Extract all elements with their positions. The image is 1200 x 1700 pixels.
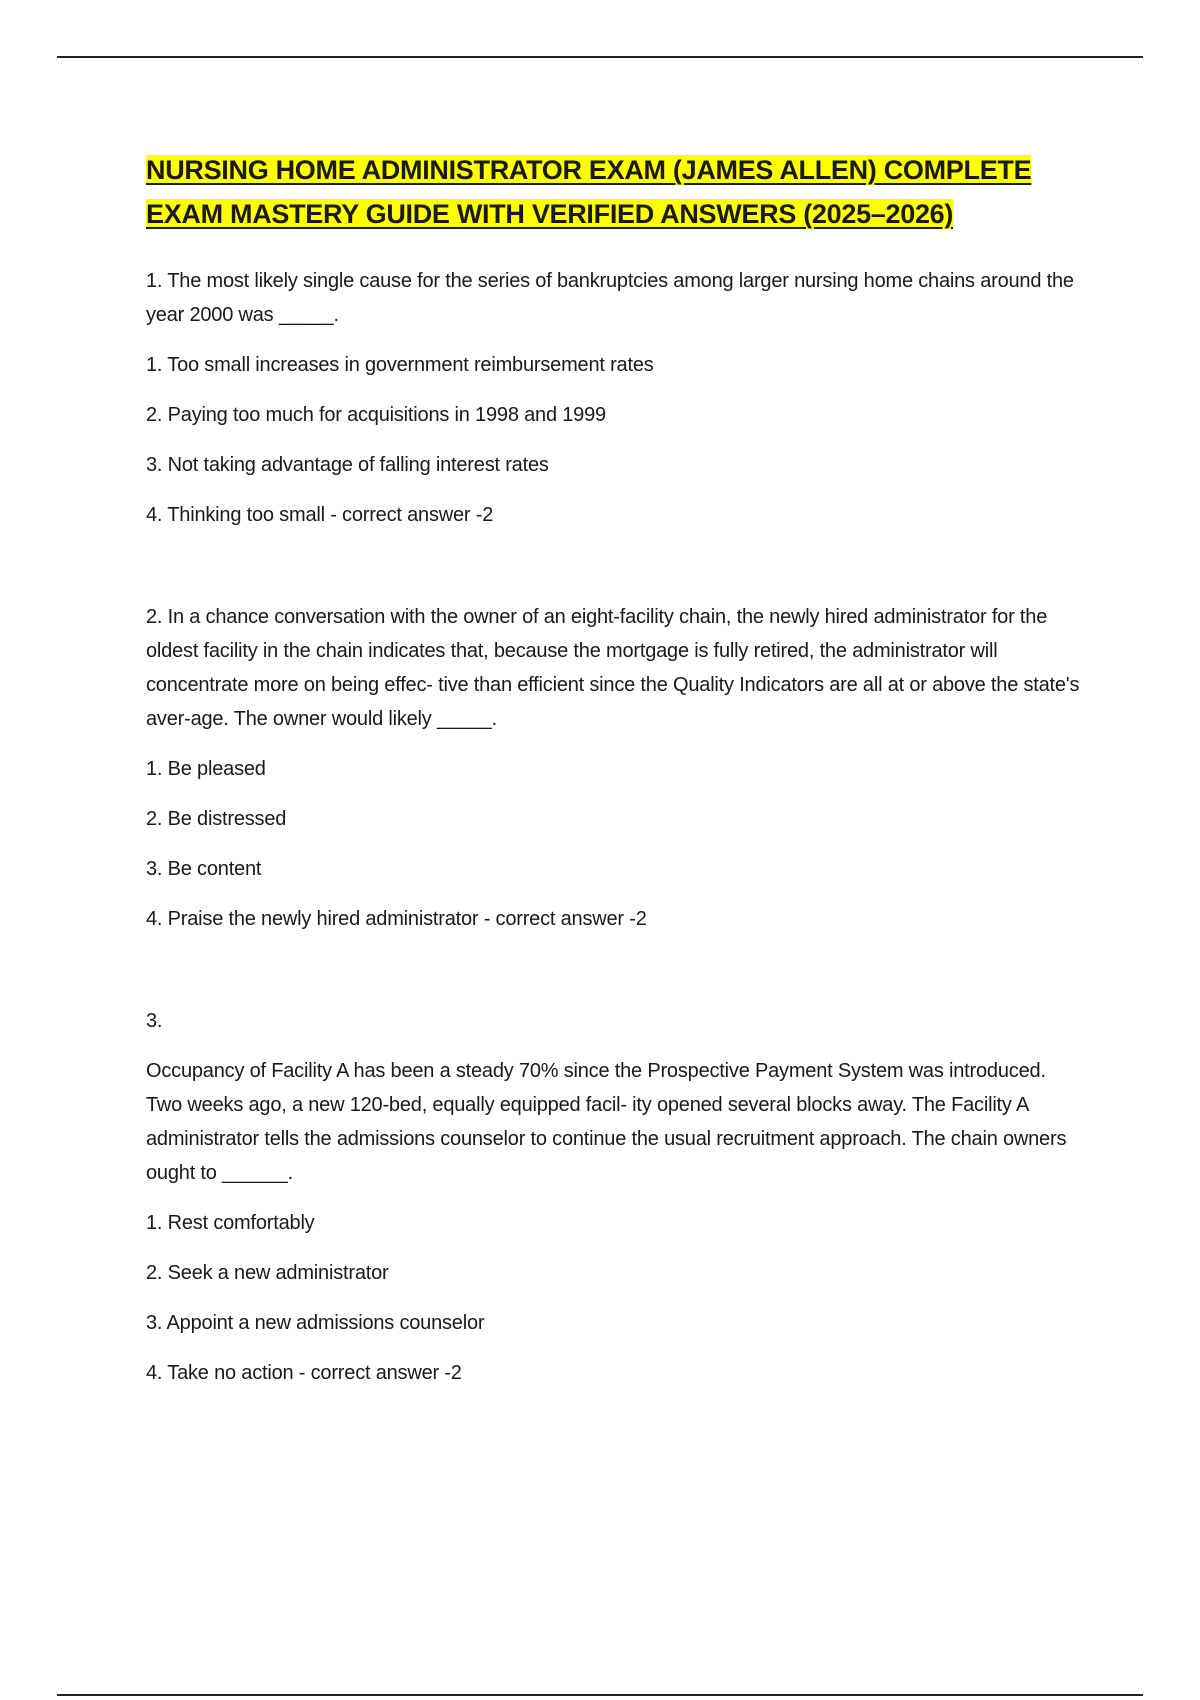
answer-option: 3. Be content — [146, 858, 262, 880]
header-divider — [57, 56, 1143, 58]
answer-option: 2. Be distressed — [146, 808, 287, 830]
footer-divider — [57, 1694, 1143, 1696]
answer-option: 3. Not taking advantage of falling interest rates — [146, 454, 549, 476]
title-line-2: EXAM MASTERY GUIDE WITH VERIFIED ANSWERS (2025–2026) — [146, 199, 954, 229]
section-spacer — [146, 548, 1086, 600]
answer-option: 1. Rest comfortably — [146, 1212, 315, 1234]
question-1 — [146, 264, 1086, 532]
answer-option: 1. Too small increases in government reimbursement rates — [146, 354, 654, 376]
question-3 — [146, 1004, 1086, 1390]
question-text: 2. In a chance conversation with the owner of an eight-facility chain, the newly hired administrator for the oldest facility in the chain indicates that, because the mortgage is fully retired, the administrator will concentrate more on being effec- tive than efficient since the Quality Indicators are all at or above the state's aver-age. The owner would likely _____. — [146, 606, 1080, 730]
document-title — [146, 148, 1086, 236]
question-text: 1. The most likely single cause for the series of bankruptcies among larger nursing home chains around the year 2000 was _____. — [146, 270, 1074, 326]
answer-option: 4. Praise the newly hired administrator - correct answer -2 — [146, 908, 647, 930]
answer-option: 4. Take no action - correct answer -2 — [146, 1362, 462, 1384]
question-2 — [146, 600, 1086, 936]
title-line-1: NURSING HOME ADMINISTRATOR EXAM (JAMES ALLEN) COMPLETE — [146, 155, 1032, 185]
answer-option: 2. Seek a new administrator — [146, 1262, 389, 1284]
answer-option: 2. Paying too much for acquisitions in 1998 and 1999 — [146, 404, 606, 426]
answer-option: 1. Be pleased — [146, 758, 266, 780]
section-spacer — [146, 952, 1086, 1004]
document-body — [146, 148, 1086, 1406]
answer-option: 3. Appoint a new admissions counselor — [146, 1312, 485, 1334]
question-number: 3. — [146, 1010, 163, 1032]
answer-option: 4. Thinking too small - correct answer -2 — [146, 504, 494, 526]
question-text: Occupancy of Facility A has been a steady 70% since the Prospective Payment System was introduced. Two weeks ago, a new 120-bed, equally equipped facil- ity opened several blocks away. The Facility A administrator tells the admissions counselor to continue the usual recruitment approach. The chain owners ought to ______. — [146, 1060, 1067, 1184]
